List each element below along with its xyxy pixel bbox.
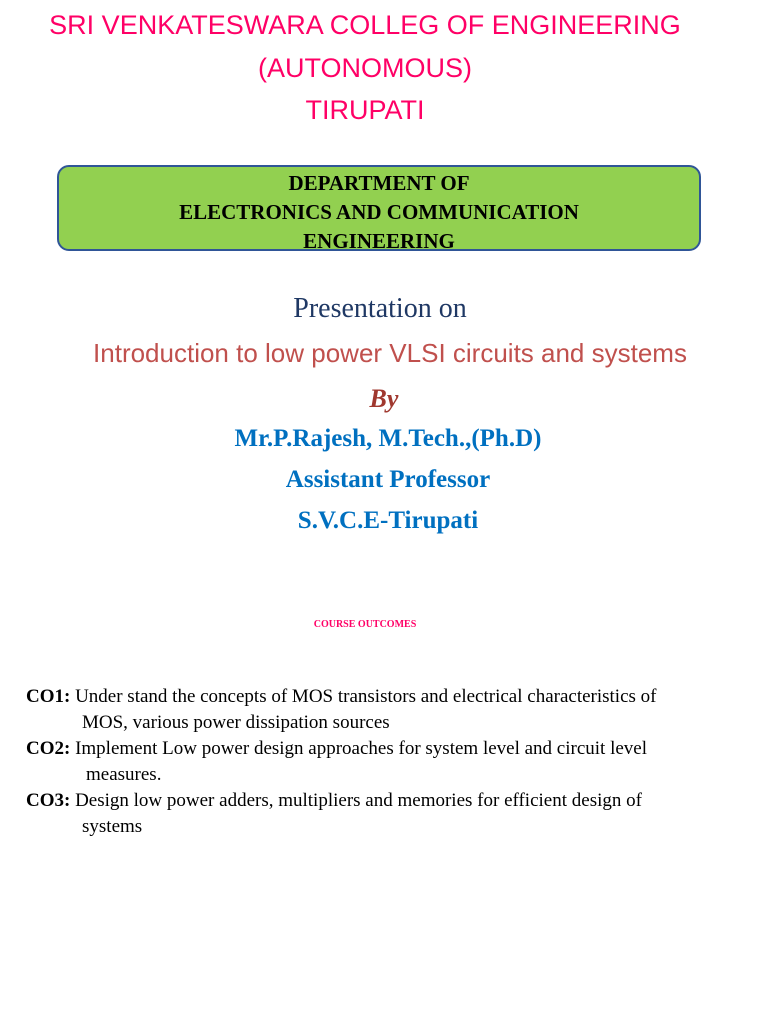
co-text: Under stand the concepts of MOS transistors and electrical characteristics of: [70, 686, 657, 707]
college-status-line: (AUTONOMOUS): [258, 53, 472, 83]
college-city-line: TIRUPATI: [305, 95, 425, 125]
department-box: [57, 165, 701, 251]
co-text: Design low power adders, multipliers and memories for efficient design of: [70, 790, 642, 811]
course-outcomes-list: [26, 684, 746, 840]
presentation-topic: Introduction to low power VLSI circuits and systems: [93, 338, 687, 368]
author-designation: Assistant Professor: [285, 466, 491, 493]
course-outcome-1: [26, 684, 746, 736]
course-outcomes-heading: COURSE OUTCOMES: [313, 619, 417, 630]
course-outcome-3: [26, 788, 746, 840]
co-text-continued: MOS, various power dissipation sources: [82, 712, 390, 733]
department-line-2: ELECTRONICS AND COMMUNICATION: [179, 200, 579, 224]
co-text-continued: measures.: [86, 764, 162, 785]
co-code: CO2:: [26, 738, 71, 759]
co-code: CO1:: [26, 686, 71, 707]
presentation-label: Presentation on: [293, 293, 467, 324]
co-code: CO3:: [26, 790, 71, 811]
author-institution: S.V.C.E-Tirupati: [297, 507, 479, 534]
college-title: [0, 9, 730, 126]
co-text-continued: systems: [82, 816, 143, 837]
course-outcome-2: [26, 736, 746, 788]
department-line-3: ENGINEERING: [303, 229, 455, 253]
college-name-line: SRI VENKATESWARA COLLEG OF ENGINEERING: [49, 10, 681, 40]
department-line-1: DEPARTMENT OF: [288, 171, 470, 195]
co-text: Implement Low power design approaches for system level and circuit level: [70, 738, 647, 759]
author-name: Mr.P.Rajesh, M.Tech.,(Ph.D): [234, 425, 542, 452]
by-label: By: [369, 384, 399, 413]
